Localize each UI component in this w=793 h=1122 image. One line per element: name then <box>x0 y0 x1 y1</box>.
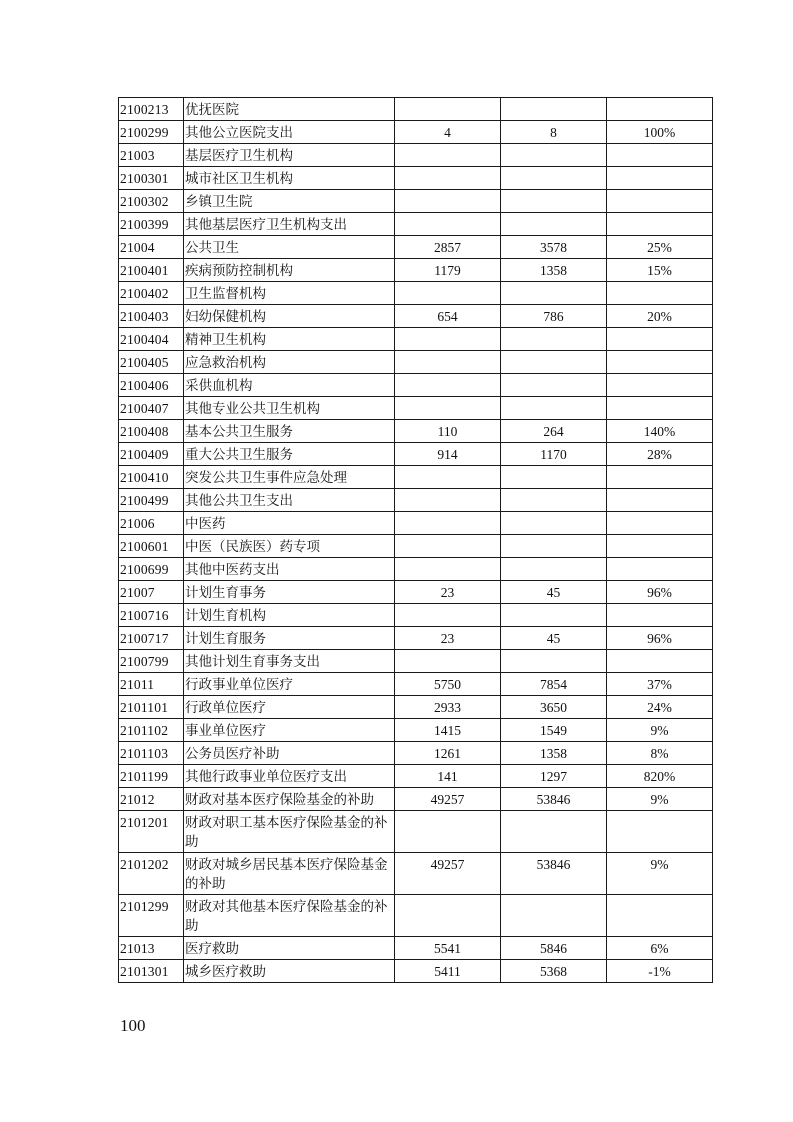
value2-cell: 1170 <box>501 443 607 466</box>
code-cell: 2100213 <box>119 98 184 121</box>
code-cell: 21003 <box>119 144 184 167</box>
name-cell: 财政对基本医疗保险基金的补助 <box>184 788 395 811</box>
name-cell: 基层医疗卫生机构 <box>184 144 395 167</box>
code-cell: 2100717 <box>119 627 184 650</box>
value2-cell <box>501 351 607 374</box>
name-cell: 其他基层医疗卫生机构支出 <box>184 213 395 236</box>
value2-cell: 53846 <box>501 788 607 811</box>
value2-cell <box>501 374 607 397</box>
value2-cell <box>501 535 607 558</box>
table-row <box>119 558 713 581</box>
value1-cell <box>395 895 501 937</box>
percent-cell <box>607 144 713 167</box>
value1-cell: 1415 <box>395 719 501 742</box>
percent-cell <box>607 466 713 489</box>
code-cell: 2100403 <box>119 305 184 328</box>
name-cell: 应急救治机构 <box>184 351 395 374</box>
percent-cell <box>607 604 713 627</box>
value2-cell: 3578 <box>501 236 607 259</box>
name-cell: 基本公共卫生服务 <box>184 420 395 443</box>
name-cell: 城乡医疗救助 <box>184 960 395 983</box>
value2-cell: 1358 <box>501 742 607 765</box>
table-row <box>119 489 713 512</box>
code-cell: 2100409 <box>119 443 184 466</box>
name-cell: 其他计划生育事务支出 <box>184 650 395 673</box>
value1-cell: 23 <box>395 627 501 650</box>
percent-cell: 25% <box>607 236 713 259</box>
name-cell: 重大公共卫生服务 <box>184 443 395 466</box>
name-cell: 其他专业公共卫生机构 <box>184 397 395 420</box>
percent-cell: 140% <box>607 420 713 443</box>
value1-cell: 23 <box>395 581 501 604</box>
table-row <box>119 937 713 960</box>
value2-cell: 5846 <box>501 937 607 960</box>
code-cell: 2100299 <box>119 121 184 144</box>
value1-cell: 654 <box>395 305 501 328</box>
percent-cell <box>607 98 713 121</box>
name-cell: 公务员医疗补助 <box>184 742 395 765</box>
table-row <box>119 374 713 397</box>
value1-cell <box>395 558 501 581</box>
name-cell: 优抚医院 <box>184 98 395 121</box>
value1-cell <box>395 144 501 167</box>
value1-cell <box>395 466 501 489</box>
value2-cell <box>501 895 607 937</box>
value1-cell <box>395 167 501 190</box>
value1-cell: 5411 <box>395 960 501 983</box>
percent-cell <box>607 558 713 581</box>
table-row <box>119 466 713 489</box>
percent-cell: -1% <box>607 960 713 983</box>
code-cell: 2100799 <box>119 650 184 673</box>
percent-cell: 6% <box>607 937 713 960</box>
code-cell: 2101202 <box>119 853 184 895</box>
table-row <box>119 627 713 650</box>
code-cell: 21006 <box>119 512 184 535</box>
code-cell: 2100499 <box>119 489 184 512</box>
value1-cell: 914 <box>395 443 501 466</box>
percent-cell <box>607 351 713 374</box>
code-cell: 2100601 <box>119 535 184 558</box>
percent-cell <box>607 167 713 190</box>
value2-cell <box>501 558 607 581</box>
table-row <box>119 167 713 190</box>
value1-cell <box>395 397 501 420</box>
value2-cell: 45 <box>501 581 607 604</box>
name-cell: 计划生育事务 <box>184 581 395 604</box>
name-cell: 中医（民族医）药专项 <box>184 535 395 558</box>
name-cell: 其他行政事业单位医疗支出 <box>184 765 395 788</box>
value1-cell: 1261 <box>395 742 501 765</box>
table-row <box>119 121 713 144</box>
value2-cell: 1549 <box>501 719 607 742</box>
value1-cell <box>395 282 501 305</box>
value1-cell <box>395 213 501 236</box>
percent-cell <box>607 374 713 397</box>
name-cell: 突发公共卫生事件应急处理 <box>184 466 395 489</box>
percent-cell: 9% <box>607 788 713 811</box>
table-row <box>119 696 713 719</box>
percent-cell <box>607 650 713 673</box>
name-cell: 财政对城乡居民基本医疗保险基金的补助 <box>184 853 395 895</box>
table-row <box>119 305 713 328</box>
code-cell: 2101102 <box>119 719 184 742</box>
value2-cell <box>501 282 607 305</box>
value1-cell: 2933 <box>395 696 501 719</box>
code-cell: 2100399 <box>119 213 184 236</box>
name-cell: 中医药 <box>184 512 395 535</box>
code-cell: 2100699 <box>119 558 184 581</box>
value1-cell <box>395 535 501 558</box>
table-row <box>119 420 713 443</box>
percent-cell: 9% <box>607 853 713 895</box>
percent-cell: 9% <box>607 719 713 742</box>
percent-cell: 820% <box>607 765 713 788</box>
table-row <box>119 282 713 305</box>
budget-table-body <box>119 98 713 983</box>
name-cell: 妇幼保健机构 <box>184 305 395 328</box>
value2-cell <box>501 650 607 673</box>
percent-cell <box>607 535 713 558</box>
table-row <box>119 259 713 282</box>
value2-cell: 786 <box>501 305 607 328</box>
code-cell: 21012 <box>119 788 184 811</box>
percent-cell: 100% <box>607 121 713 144</box>
code-cell: 2100407 <box>119 397 184 420</box>
value1-cell <box>395 604 501 627</box>
code-cell: 2100716 <box>119 604 184 627</box>
value1-cell <box>395 351 501 374</box>
value1-cell: 4 <box>395 121 501 144</box>
value2-cell <box>501 811 607 853</box>
name-cell: 采供血机构 <box>184 374 395 397</box>
name-cell: 计划生育机构 <box>184 604 395 627</box>
name-cell: 财政对职工基本医疗保险基金的补助 <box>184 811 395 853</box>
value2-cell: 3650 <box>501 696 607 719</box>
table-row <box>119 765 713 788</box>
percent-cell: 24% <box>607 696 713 719</box>
table-row <box>119 535 713 558</box>
table-row <box>119 351 713 374</box>
name-cell: 精神卫生机构 <box>184 328 395 351</box>
value1-cell: 141 <box>395 765 501 788</box>
code-cell: 21004 <box>119 236 184 259</box>
value1-cell <box>395 811 501 853</box>
percent-cell: 15% <box>607 259 713 282</box>
table-row <box>119 788 713 811</box>
value1-cell: 5750 <box>395 673 501 696</box>
name-cell: 卫生监督机构 <box>184 282 395 305</box>
table-row <box>119 604 713 627</box>
code-cell: 21011 <box>119 673 184 696</box>
value2-cell <box>501 466 607 489</box>
value2-cell: 8 <box>501 121 607 144</box>
percent-cell <box>607 512 713 535</box>
value2-cell <box>501 512 607 535</box>
code-cell: 2100302 <box>119 190 184 213</box>
name-cell: 医疗救助 <box>184 937 395 960</box>
code-cell: 2101201 <box>119 811 184 853</box>
table-row <box>119 673 713 696</box>
value1-cell <box>395 650 501 673</box>
table-row <box>119 742 713 765</box>
table-row <box>119 512 713 535</box>
value1-cell: 1179 <box>395 259 501 282</box>
value1-cell: 49257 <box>395 853 501 895</box>
value1-cell <box>395 512 501 535</box>
name-cell: 其他公共卫生支出 <box>184 489 395 512</box>
percent-cell: 96% <box>607 627 713 650</box>
code-cell: 2101101 <box>119 696 184 719</box>
percent-cell <box>607 397 713 420</box>
table-row <box>119 98 713 121</box>
value1-cell: 2857 <box>395 236 501 259</box>
table-row <box>119 895 713 937</box>
name-cell: 行政单位医疗 <box>184 696 395 719</box>
value1-cell <box>395 374 501 397</box>
value2-cell <box>501 167 607 190</box>
code-cell: 2100410 <box>119 466 184 489</box>
name-cell: 计划生育服务 <box>184 627 395 650</box>
page-number: 100 <box>120 1016 146 1035</box>
name-cell: 财政对其他基本医疗保险基金的补助 <box>184 895 395 937</box>
value2-cell <box>501 98 607 121</box>
name-cell: 其他中医药支出 <box>184 558 395 581</box>
table-row <box>119 144 713 167</box>
code-cell: 2101199 <box>119 765 184 788</box>
name-cell: 乡镇卫生院 <box>184 190 395 213</box>
value1-cell: 5541 <box>395 937 501 960</box>
value2-cell: 53846 <box>501 853 607 895</box>
code-cell: 2100301 <box>119 167 184 190</box>
value2-cell: 264 <box>501 420 607 443</box>
table-row <box>119 236 713 259</box>
percent-cell <box>607 489 713 512</box>
percent-cell: 8% <box>607 742 713 765</box>
percent-cell <box>607 895 713 937</box>
code-cell: 21013 <box>119 937 184 960</box>
value1-cell: 110 <box>395 420 501 443</box>
name-cell: 事业单位医疗 <box>184 719 395 742</box>
table-row <box>119 581 713 604</box>
percent-cell <box>607 190 713 213</box>
table-row <box>119 650 713 673</box>
code-cell: 2100401 <box>119 259 184 282</box>
value2-cell <box>501 604 607 627</box>
value1-cell: 49257 <box>395 788 501 811</box>
percent-cell: 20% <box>607 305 713 328</box>
code-cell: 2100402 <box>119 282 184 305</box>
budget-table <box>118 97 713 983</box>
name-cell: 公共卫生 <box>184 236 395 259</box>
code-cell: 2101103 <box>119 742 184 765</box>
percent-cell: 96% <box>607 581 713 604</box>
code-cell: 2100405 <box>119 351 184 374</box>
value2-cell <box>501 397 607 420</box>
value2-cell: 5368 <box>501 960 607 983</box>
value1-cell <box>395 489 501 512</box>
value2-cell: 1358 <box>501 259 607 282</box>
table-row <box>119 190 713 213</box>
code-cell: 2101299 <box>119 895 184 937</box>
percent-cell <box>607 282 713 305</box>
percent-cell: 37% <box>607 673 713 696</box>
value2-cell <box>501 489 607 512</box>
value2-cell: 7854 <box>501 673 607 696</box>
percent-cell <box>607 213 713 236</box>
name-cell: 疾病预防控制机构 <box>184 259 395 282</box>
name-cell: 城市社区卫生机构 <box>184 167 395 190</box>
table-row <box>119 397 713 420</box>
name-cell: 其他公立医院支出 <box>184 121 395 144</box>
code-cell: 2101301 <box>119 960 184 983</box>
table-row <box>119 960 713 983</box>
table-row <box>119 853 713 895</box>
table-row <box>119 811 713 853</box>
table-row <box>119 328 713 351</box>
value2-cell: 45 <box>501 627 607 650</box>
percent-cell <box>607 811 713 853</box>
value1-cell <box>395 328 501 351</box>
value2-cell <box>501 328 607 351</box>
value1-cell <box>395 190 501 213</box>
value2-cell <box>501 144 607 167</box>
name-cell: 行政事业单位医疗 <box>184 673 395 696</box>
percent-cell <box>607 328 713 351</box>
table-row <box>119 213 713 236</box>
value1-cell <box>395 98 501 121</box>
code-cell: 21007 <box>119 581 184 604</box>
percent-cell: 28% <box>607 443 713 466</box>
code-cell: 2100404 <box>119 328 184 351</box>
value2-cell <box>501 190 607 213</box>
value2-cell <box>501 213 607 236</box>
code-cell: 2100408 <box>119 420 184 443</box>
value2-cell: 1297 <box>501 765 607 788</box>
table-row <box>119 719 713 742</box>
table-row <box>119 443 713 466</box>
code-cell: 2100406 <box>119 374 184 397</box>
